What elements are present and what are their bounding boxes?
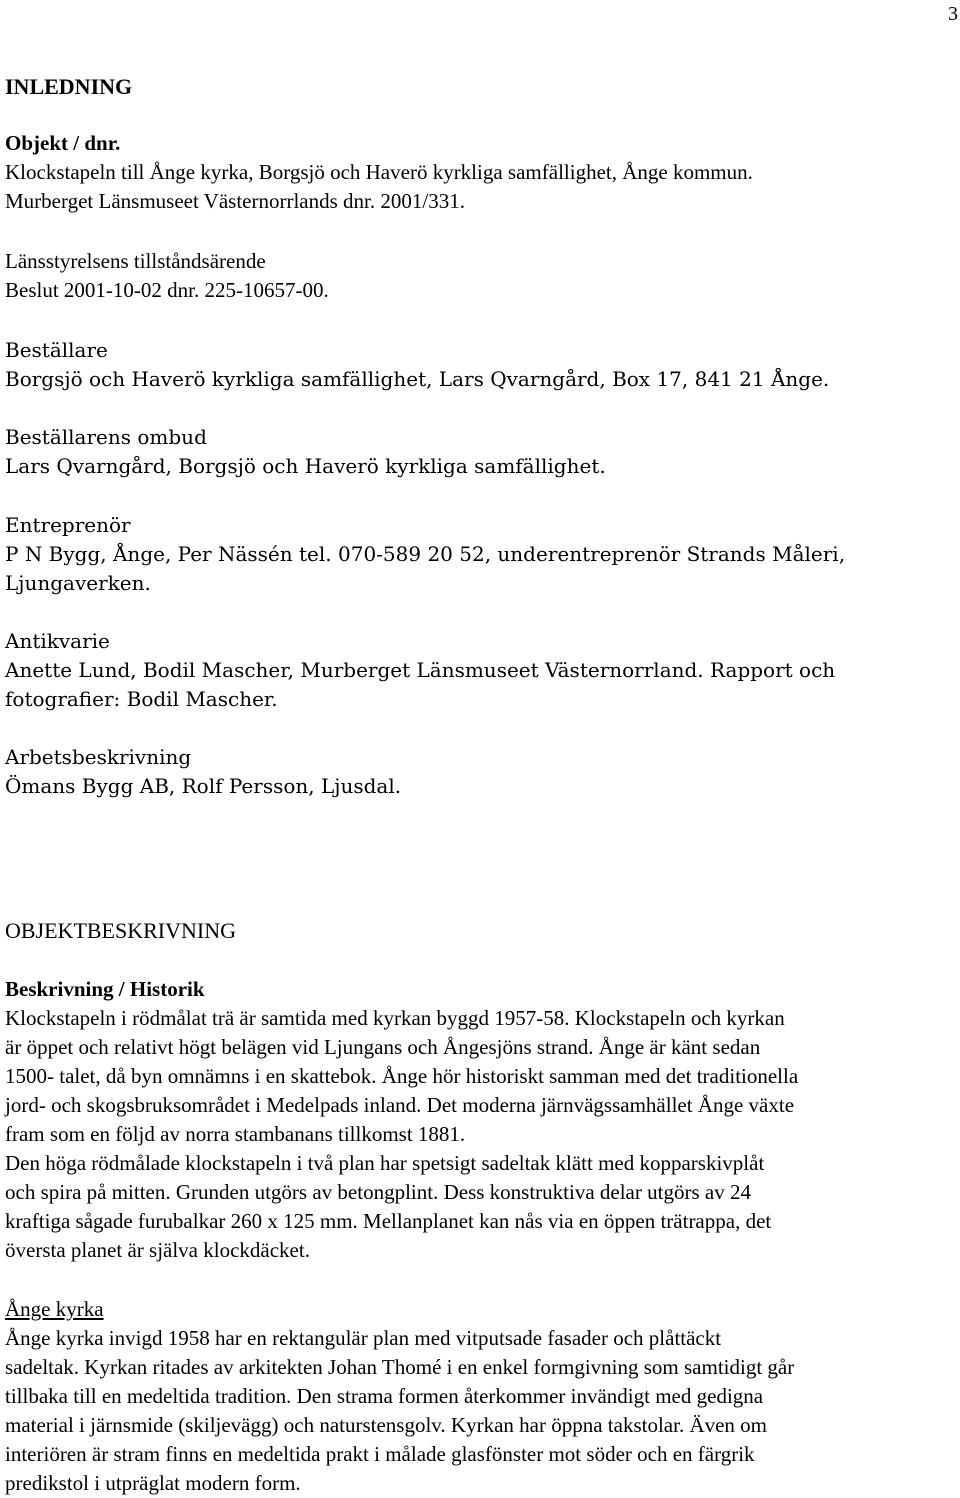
- antikvarie-section: [5, 627, 960, 714]
- historik-line: jord- och skogsbruksområdet i Medelpads inland. Det moderna järnvägssamhället Ånge växte: [5, 1093, 795, 1117]
- lst-label: Länsstyrelsens tillståndsärende: [5, 249, 266, 273]
- arbetsbeskrivning-text: Ömans Bygg AB, Rolf Persson, Ljusdal.: [5, 774, 402, 798]
- arbetsbeskrivning-label: Arbetsbeskrivning: [5, 745, 192, 769]
- entreprenor-line-1: P N Bygg, Ånge, Per Nässén tel. 070-589 20 52, underentreprenör Strands Måleri,: [5, 542, 846, 566]
- bestallare-section: [5, 336, 960, 394]
- antikvarie-line-2: fotografier: Bodil Mascher.: [5, 687, 278, 711]
- objekt-label: Objekt / dnr.: [5, 131, 121, 155]
- bestallare-text: Borgsjö och Haverö kyrkliga samfällighet, Lars Qvarngård, Box 17, 841 21 Ånge.: [5, 367, 830, 391]
- kyrka-line: predikstol i utpräglat modern form.: [5, 1471, 301, 1495]
- ombud-section: [5, 423, 960, 481]
- objekt-line-1: Klockstapeln till Ånge kyrka, Borgsjö och Haverö kyrkliga samfällighet, Ånge kommun.: [5, 160, 753, 184]
- entreprenor-line-2: Ljungaverken.: [5, 571, 151, 595]
- historik-line: kraftiga sågade furubalkar 260 x 125 mm. Mellanplanet kan nås via en öppen trätrappa, det: [5, 1209, 772, 1233]
- antikvarie-label: Antikvarie: [5, 629, 110, 653]
- entreprenor-section: [5, 511, 960, 598]
- historik-line: fram som en följd av norra stambanans tillkomst 1881.: [5, 1122, 466, 1146]
- historik-line: översta planet är själva klockdäcket.: [5, 1238, 310, 1262]
- historik-section: [5, 975, 960, 1265]
- arbetsbeskrivning-section: [5, 743, 960, 801]
- section-title-inledning: INLEDNING: [5, 74, 133, 99]
- objekt-line-2: Murberget Länsmuseet Västernorrlands dnr. 2001/331.: [5, 189, 465, 213]
- kyrka-line: interiören är stram finns en medeltida prakt i målade glasfönster mot söder och en färgrik: [5, 1442, 755, 1466]
- kyrka-section: [5, 1295, 960, 1498]
- section-title-objektbeskrivning: OBJEKTBESKRIVNING: [5, 918, 236, 943]
- page-number: 3: [948, 3, 958, 25]
- historik-line: Klockstapeln i rödmålat trä är samtida med kyrkan byggd 1957-58. Klockstapeln och kyrkan: [5, 1006, 785, 1030]
- historik-line: 1500- talet, då byn omnämns i en skattebok. Ånge hör historiskt samman med det traditionella: [5, 1064, 799, 1088]
- kyrka-line: sadeltak. Kyrkan ritades av arkitekten Johan Thomé i en enkel formgivning som samtidigt går: [5, 1355, 795, 1379]
- kyrka-line: tillbaka till en medeltida tradition. Den strama formen återkommer invändigt med gedigna: [5, 1384, 764, 1408]
- ombud-text: Lars Qvarngård, Borgsjö och Haverö kyrkliga samfällighet.: [5, 454, 606, 478]
- historik-line: är öppet och relativt högt belägen vid Ljungans och Ångesjöns strand. Ånge är känt sedan: [5, 1035, 761, 1059]
- kyrka-label: Ånge kyrka: [5, 1297, 104, 1321]
- lst-section: [5, 247, 960, 305]
- antikvarie-line-1: Anette Lund, Bodil Mascher, Murberget Länsmuseet Västernorrland. Rapport och: [5, 658, 836, 682]
- lst-text: Beslut 2001-10-02 dnr. 225-10657-00.: [5, 278, 329, 302]
- ombud-label: Beställarens ombud: [5, 425, 207, 449]
- historik-line: Den höga rödmålade klockstapeln i två plan har spetsigt sadeltak klätt med kopparskivplåt: [5, 1151, 765, 1175]
- historik-line: och spira på mitten. Grunden utgörs av betongplint. Dess konstruktiva delar utgörs av 24: [5, 1180, 751, 1204]
- kyrka-line: Ånge kyrka invigd 1958 har en rektangulär plan med vitputsade fasader och plåttäckt: [5, 1326, 722, 1350]
- entreprenor-label: Entreprenör: [5, 513, 131, 537]
- objekt-section: [5, 129, 960, 216]
- historik-label: Beskrivning / Historik: [5, 977, 205, 1001]
- bestallare-label: Beställare: [5, 338, 108, 362]
- kyrka-line: material i järnsmide (skiljevägg) och naturstensgolv. Kyrkan har öppna takstolar. Även om: [5, 1413, 768, 1437]
